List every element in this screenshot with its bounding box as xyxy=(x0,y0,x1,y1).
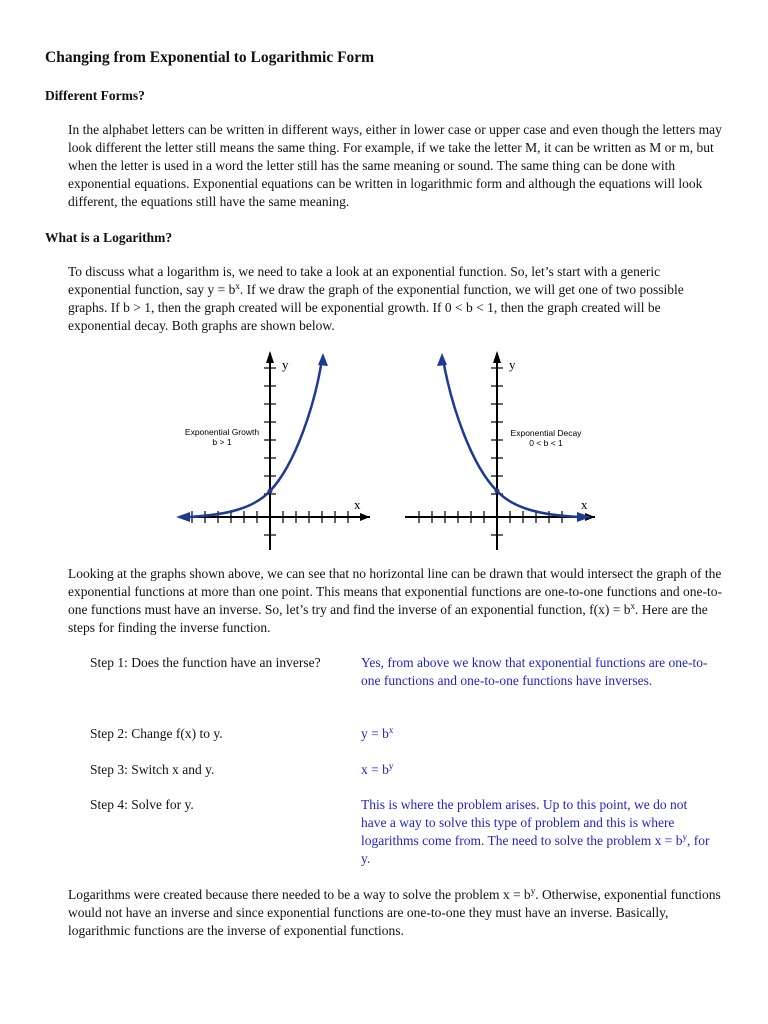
y-intercept-point xyxy=(495,489,500,494)
curve-up-arrow-icon xyxy=(318,353,328,366)
step-1-answer: Yes, from above we know that exponential functions are one-to-one functions and one-to-one functions have inverses. xyxy=(361,655,708,688)
section-heading-what-is-log: What is a Logarithm? xyxy=(45,230,173,245)
step-3-label: Step 3: Switch x and y. xyxy=(90,762,215,777)
exponential-decay-graph xyxy=(395,345,600,555)
curve-left-arrow-icon xyxy=(176,512,190,522)
paragraph-graph-analysis: Looking at the graphs shown above, we can see that no horizontal line can be drawn that would intersect the graph of the exponential functions at more than one point. This means that exponential functions are one-to-one functions and one-to-one functions must have an inverse. So, let’s try and find the inverse of an exponential function, $f(x) = b^x$. Here are the steps for finding the inverse function. xyxy=(68,566,722,635)
step-1-label: Step 1: Does the function have an inverse? xyxy=(90,655,321,670)
graph-label-line1: Exponential Decay xyxy=(510,428,582,438)
y-axis-label: y xyxy=(282,357,289,372)
graph-label-line2: b > 1 xyxy=(212,437,232,447)
step-2-label: Step 2: Change f(x) to y. xyxy=(90,726,223,741)
step-4-label: Step 4: Solve for y. xyxy=(90,797,194,812)
y-intercept-point xyxy=(268,489,273,494)
step-3-answer: $x = b^y$ xyxy=(361,761,394,777)
y-axis-label: y xyxy=(509,357,516,372)
curve-up-arrow-icon xyxy=(437,353,447,366)
x-axis-label: x xyxy=(581,497,588,512)
step-2-answer: $y = b^x$ xyxy=(361,725,394,741)
x-axis-arrow-icon xyxy=(360,513,370,521)
x-axis-label: x xyxy=(354,497,361,512)
y-axis-arrow-icon xyxy=(493,351,501,363)
paragraph-conclusion: Logarithms were created because there needed to be a way to solve the problem $x = b^y$. Otherwise, exponential functions would not have an inverse and since exponential functions are one-to-one they must have an inverse. Basically, logarithmic functions are the inverse of exponential functions. xyxy=(68,886,721,938)
page-title: Changing from Exponential to Logarithmic Form xyxy=(45,49,375,66)
curve-right-arrow-icon xyxy=(577,512,591,522)
step-4-answer: This is where the problem arises. Up to this point, we do not have a way to solve this type of problem and this is where logarithms come from. The need to solve the problem $x = b^y$, for y. xyxy=(361,797,710,866)
graph-label-line2: 0 < b < 1 xyxy=(529,438,563,448)
section-heading-different-forms: Different Forms? xyxy=(45,88,145,103)
graph-label-line1: Exponential Growth xyxy=(184,427,260,437)
paragraph-intro-log: To discuss what a logarithm is, we need to take a look at an exponential function. So, let’s start with a generic exponential function, say $y = b^x$. If we draw the graph of the exponential function, we will get one of two possible graphs. If b > 1, then the graph created will be exponential growth. If 0 < b < 1, then the graph created will be exponential decay. Both graphs are shown below. xyxy=(68,264,684,333)
exponential-growth-graph xyxy=(170,345,375,555)
growth-curve xyxy=(188,359,322,517)
paragraph-different-forms: In the alphabet letters can be written in different ways, either in lower case or upper case and even though the letters may look different the letter still means the same thing. For example, if we take the letter M, it can be written as M or m, but when the letter is used in a word the letter still has the same meaning or sound. The same thing can be done with exponential equations. Exponential equations can be written in logarithmic form and although the equations will look different, the equations still have the same meaning. xyxy=(68,122,722,209)
y-axis-arrow-icon xyxy=(266,351,274,363)
